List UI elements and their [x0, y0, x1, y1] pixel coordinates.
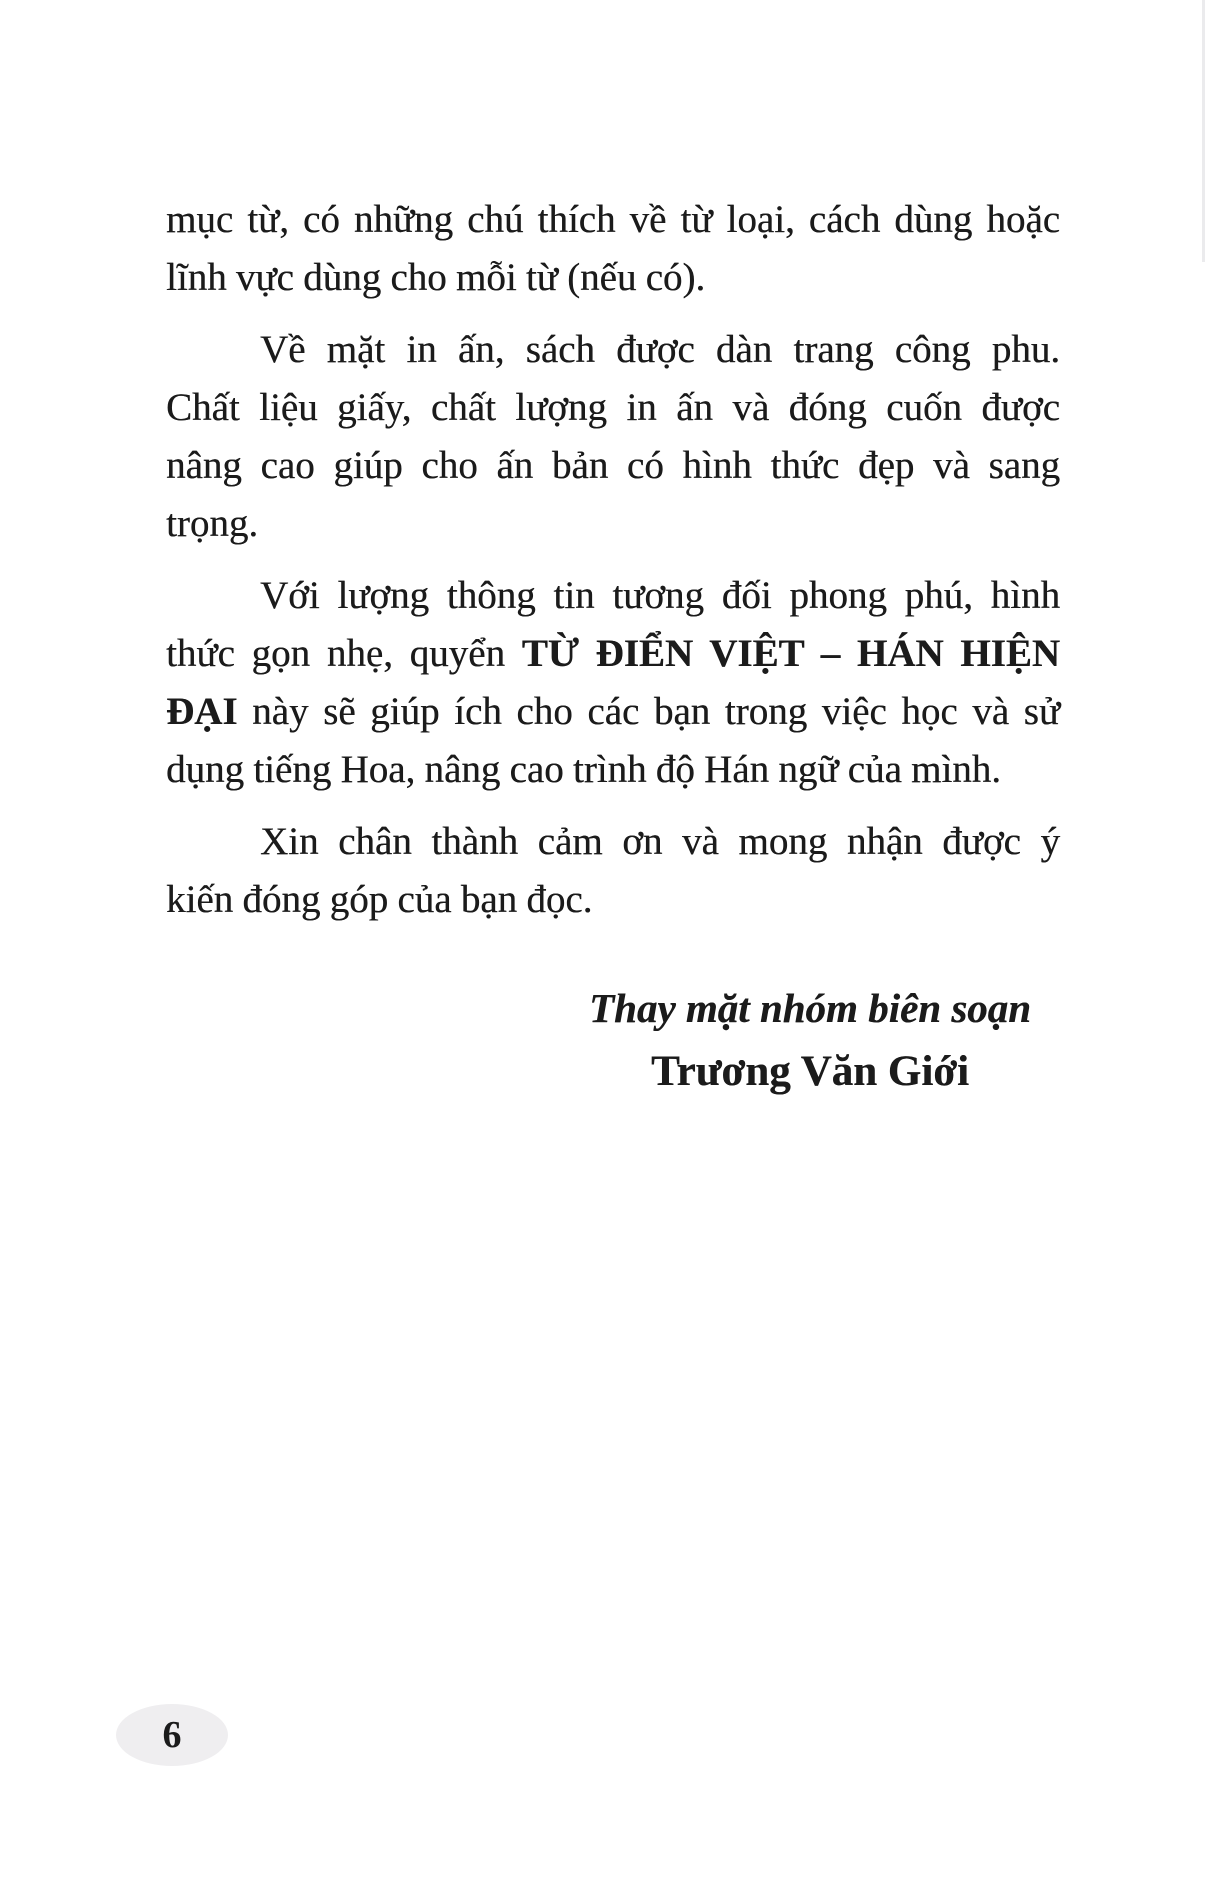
text-line [166, 625, 1060, 683]
bold-text-segment: TỪ ĐIỂN VIỆT – HÁN HIỆN [521, 632, 1060, 675]
page-number-badge [116, 1704, 228, 1766]
text-segment: nâng cao giúp cho ấn bản có hình thức đẹp và sang [166, 444, 1060, 487]
text-segment: Với lượng thông tin tương đối phong phú, hình [260, 574, 1060, 617]
text-segment: dụng tiếng Hoa, nâng cao trình độ Hán ngữ của mình. [166, 748, 1001, 791]
text-line [166, 495, 1060, 553]
text-segment: Xin chân thành cảm ơn và mong nhận được ý [260, 820, 1060, 863]
bold-text-segment: ĐẠI [166, 690, 238, 733]
text-segment: trọng. [166, 502, 259, 545]
text-line [166, 249, 1060, 307]
text-segment: kiến đóng góp của bạn đọc. [166, 878, 593, 921]
signature-block [560, 977, 1060, 1105]
text-line [166, 437, 1060, 495]
body-text-block [166, 191, 1060, 1105]
paragraph [166, 191, 1060, 307]
text-line [166, 741, 1060, 799]
text-line [166, 567, 1060, 625]
signature-name-line: Trương Văn Giới [651, 1048, 969, 1095]
text-segment: này sẽ giúp ích cho các bạn trong việc học và sử [237, 690, 1060, 733]
text-line [166, 191, 1060, 249]
paragraphs-container [166, 191, 1060, 929]
text-line [166, 871, 1060, 929]
page-number: 6 [162, 1714, 182, 1756]
text-line [166, 683, 1060, 741]
text-segment: Chất liệu giấy, chất lượng in ấn và đóng cuốn được [166, 386, 1060, 429]
text-segment: thức gọn nhẹ, quyển [166, 632, 522, 675]
text-line [166, 813, 1060, 871]
text-line [166, 321, 1060, 379]
paragraph [166, 321, 1060, 553]
text-segment: Về mặt in ấn, sách được dàn trang công phu. [260, 328, 1060, 371]
text-segment: lĩnh vực dùng cho mỗi từ (nếu có). [166, 256, 706, 299]
text-segment: mục từ, có những chú thích về từ loại, cách dùng hoặc [166, 198, 1060, 241]
paragraph [166, 567, 1060, 799]
text-line [166, 379, 1060, 437]
signature-role-line: Thay mặt nhóm biên soạn [589, 985, 1031, 1031]
paragraph [166, 813, 1060, 929]
